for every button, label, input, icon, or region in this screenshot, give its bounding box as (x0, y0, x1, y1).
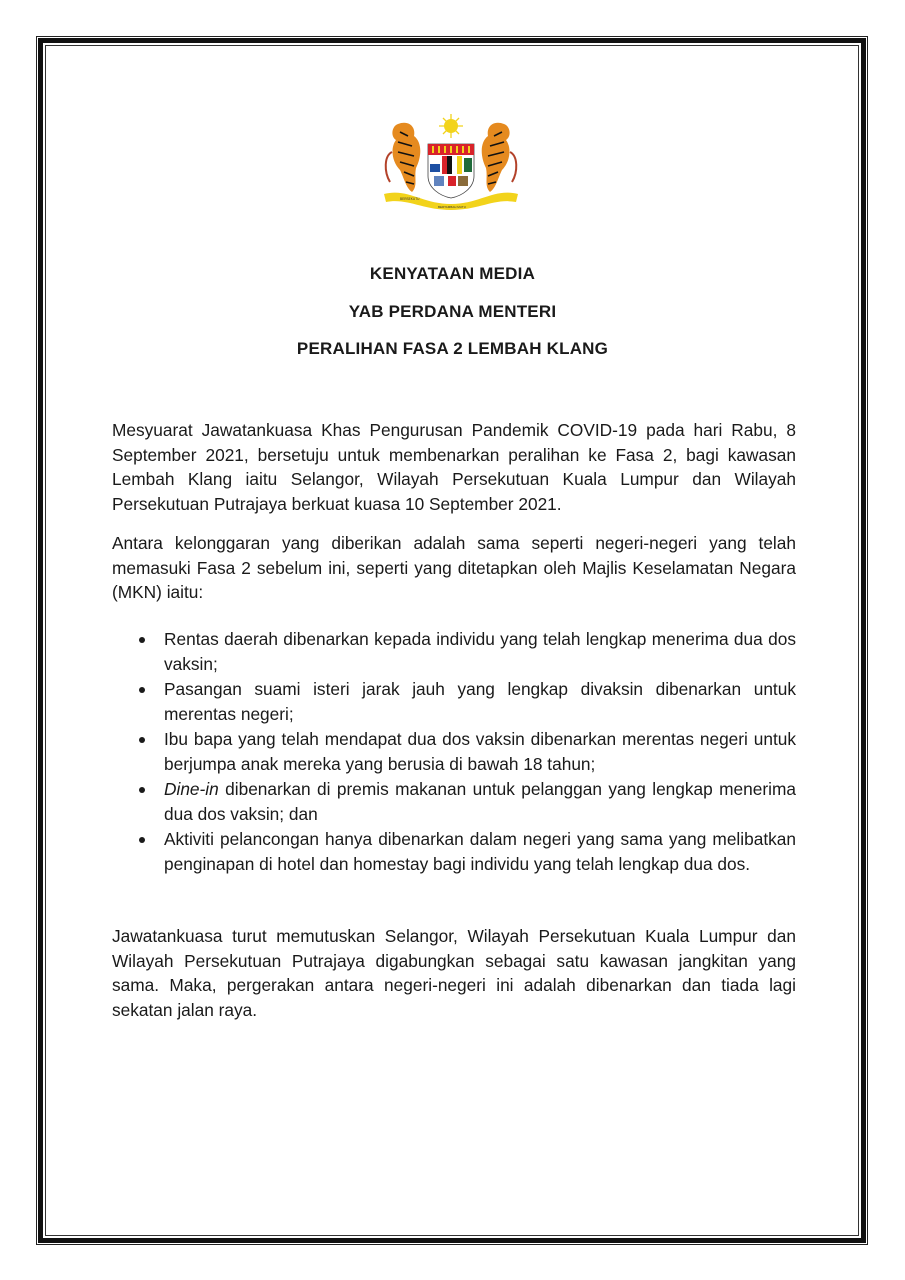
bullet-icon (139, 787, 145, 793)
bullet-icon (139, 687, 145, 693)
paragraph-2: Antara kelonggaran yang diberikan adalah sama seperti negeri-negeri yang telah memasuki Fasa 2 sebelum ini, seperti yang ditetapkan oleh Majlis Keselamatan Negara (MKN) iaitu: (112, 533, 796, 602)
relaxation-list (112, 627, 796, 877)
bullet-icon (139, 737, 145, 743)
heading-kenyataan-media: KENYATAAN MEDIA (369, 264, 536, 283)
motto-left-text: BERSEKUTU (400, 197, 420, 201)
bullet-icon (139, 837, 145, 843)
coat-of-arms-emblem (378, 112, 524, 212)
list-item: Rentas daerah dibenarkan kepada individu yang telah lengkap menerima dua dos vaksin; (112, 627, 796, 676)
list-item: Ibu bapa yang telah mendapat dua dos vaksin dibenarkan merentas negeri untuk berjumpa anak mereka yang berusia di bawah 18 tahun; (112, 727, 796, 776)
shield-icon (428, 144, 474, 198)
list-item: Dine-in dibenarkan di premis makanan untuk pelanggan yang lengkap menerima dua dos vaksin; dan (112, 777, 796, 826)
list-item: Aktiviti pelancongan hanya dibenarkan dalam negeri yang sama yang melibatkan penginapan di hotel dan homestay bagi individu yang telah lengkap dua dos. (112, 827, 796, 876)
tiger-left-icon (386, 123, 421, 192)
paragraph-3: Jawatankuasa turut memutuskan Selangor, Wilayah Persekutuan Kuala Lumpur dan Wilayah Persekutuan Putrajaya digabungkan sebagai satu kawasan jangkitan yang sama. Maka, pergerakan antara negeri-negeri ini adalah dibenarkan dan tiada lagi sekatan jalan raya. (112, 926, 796, 1020)
paragraph-1: Mesyuarat Jawatankuasa Khas Pengurusan Pandemik COVID-19 pada hari Rabu, 8 September 2021, bersetuju untuk membenarkan peralihan ke Fasa 2, bagi kawasan Lembah Klang iaitu Selangor, Wilayah Persekutuan Kuala Lumpur dan Wilayah Persekutuan Putrajaya berkuat kuasa 10 September 2021. (112, 420, 796, 514)
heading-perdana-menteri: YAB PERDANA MENTERI (348, 302, 557, 321)
bullet-icon (139, 637, 145, 643)
dine-in-italic: Dine-in (164, 779, 219, 799)
heading-peralihan-fasa: PERALIHAN FASA 2 LEMBAH KLANG (296, 339, 609, 358)
tiger-right-icon (482, 123, 517, 192)
motto-center-text: BERTAMBAH MUTU (438, 205, 466, 209)
list-item: Pasangan suami isteri jarak jauh yang lengkap divaksin dibenarkan untuk merentas negeri; (112, 677, 796, 726)
